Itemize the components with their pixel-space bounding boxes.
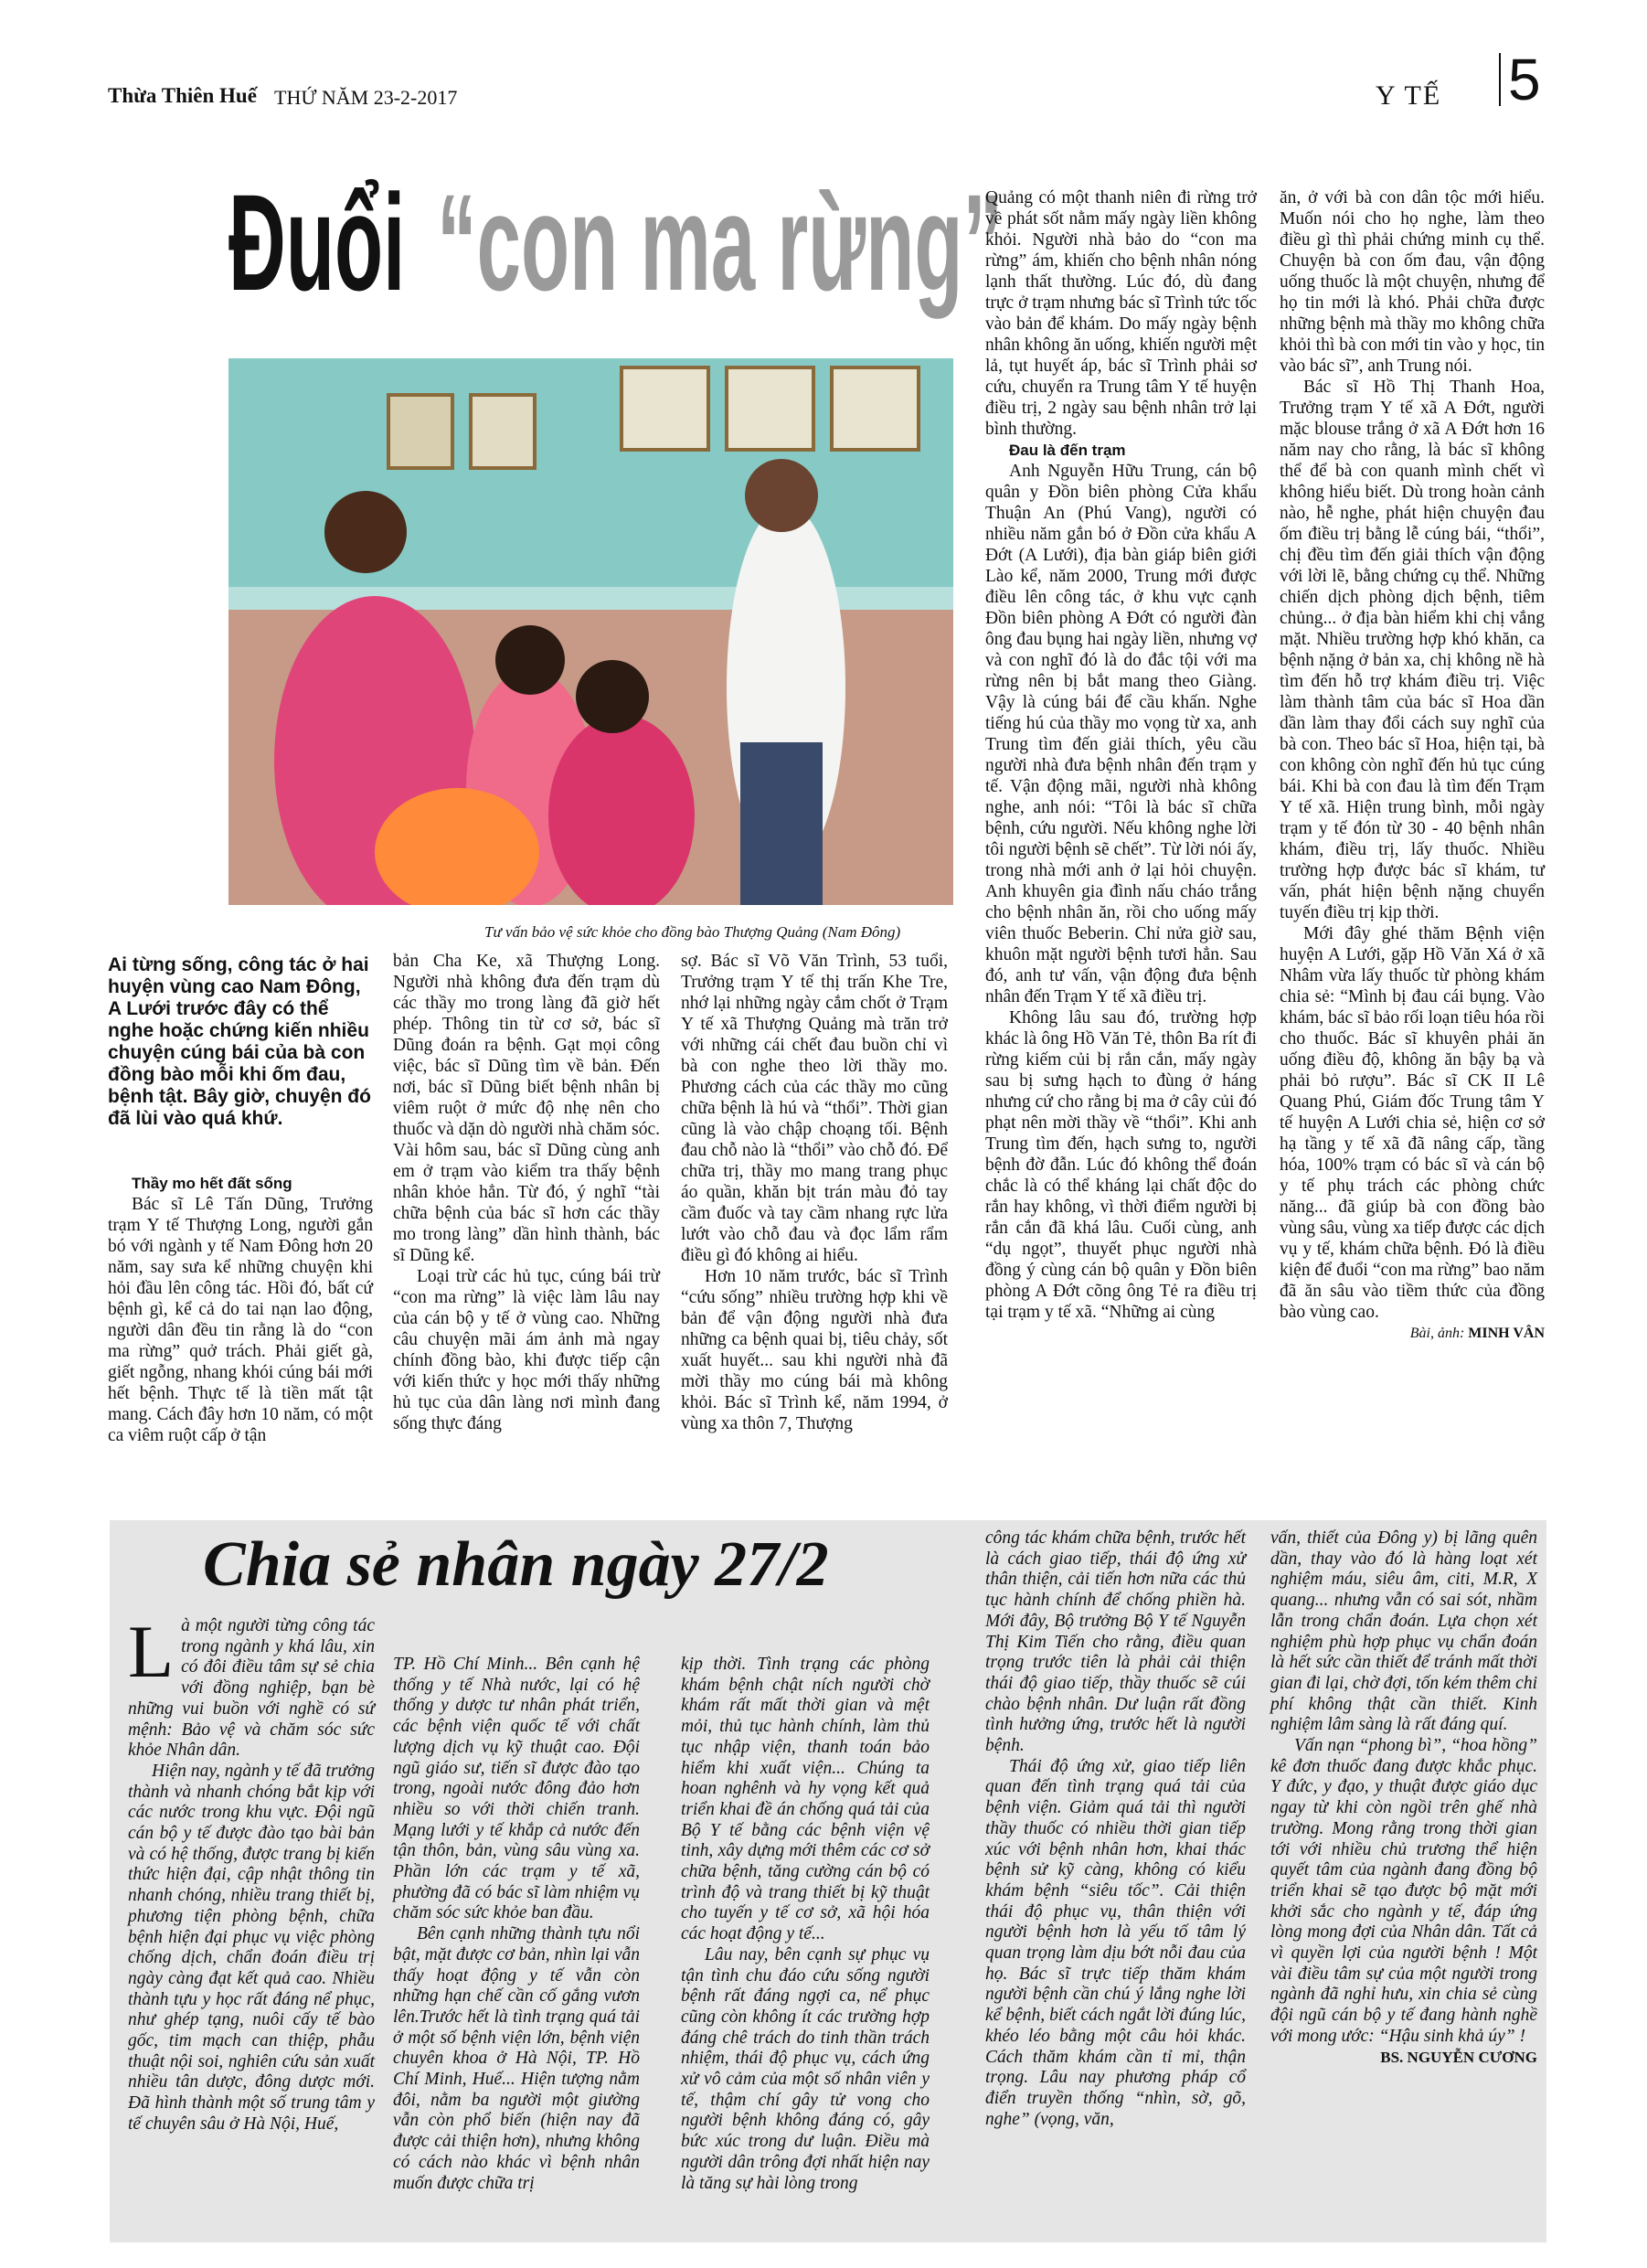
- sidebar-column-2: [393, 1655, 640, 2194]
- paragraph: Mới đây ghé thăm Bệnh viện huyện A Lưới, gặp Hồ Văn Xá ở xã Nhâm vừa lấy thuốc từ phòng khám chia sẻ: “Mình bị đau cái bụng. Vào khám, bác sĩ bảo rối loạn tiêu hóa rồi cho thuốc. Bác sĩ khuyên phải ăn uống điều độ, không ăn bậy bạ và phải bỏ rượu”. Bác sĩ CK II Lê Quang Phú, Giám đốc Trung tâm Y tế huyện A Lưới chia sẻ, hiện cơ sở hạ tầng y tế xã đã nâng cấp, tầng hóa, 100% trạm có bác sĩ và cán bộ y tế phụ trách các phòng chức năng... đã giúp bà con đồng bào vùng sâu, vùng xa tiếp được các dịch vụ y tế, khám chữa bệnh. Đó là điều kiện để đuổi “con ma rừng” bao năm đã ăn sâu vào tiềm thức của đồng bào vùng cao.: [1280, 924, 1545, 1322]
- paragraph: Bác sĩ Hồ Thị Thanh Hoa, Trưởng trạm Y tế xã A Đớt, người mặc blouse trắng ở xã A Đớt hơn 16 năm nay cho rằng, là bác sĩ không thể để bà con quanh mình chết vì không hiểu biết. Dù trong hoàn cảnh nào, hễ nghe, phát hiện chuyện đau ốm điều trị bằng lễ cúng bái, “thổi”, chị đều tìm đến giải thích vận động với lời lẽ, bằng chứng cụ thể. Những chiến dịch phòng dịch bệnh, tiêm chủng... ở địa bàn hiểm khi chị vắng mặt. Nhiều trường hợp khó khăn, ca bệnh nặng ở bản xa, chị không nề hà tìm đến hỗ trợ khám điều trị. Việc làm thành tâm của bác sĩ Hoa dần dần làm thay đổi cách suy nghĩ của bà con. Theo bác sĩ Hoa, hiện tại, bà con không còn nghĩ đến hủ tục cúng bái. Khi bà con đau là tìm đến Trạm Y tế xã. Hiện trung bình, mỗi ngày trạm y tế đón từ 30 - 40 bệnh nhân khám, điều trị, lấy thuốc. Nhiều trường hợp được bác sĩ khám, tư vấn, phát hiện bệnh nặng chuyển tuyến điều trị kịp thời.: [1280, 378, 1545, 922]
- paragraph: kịp thời. Tình trạng các phòng khám bệnh chật ních người chờ khám rất mất thời gian và mệt mỏi, thủ tục hành chính, làm thủ tục nhập viện, thanh toán bảo hiểm khi xuất viện... Chúng ta hoan nghênh và hy vọng kết quả triển khai đề án chống quá tải của Bộ Y tế bằng các bệnh viện vệ tinh, xây dựng mới thêm các cơ sở chữa bệnh, tăng cường cán bộ có trình độ và trang thiết bị kỹ thuật cho tuyến y tế cơ sở, xã hội hóa các hoạt động y tế...: [681, 1655, 930, 1944]
- article-lead: Ai từng sống, công tác ở hai huyện vùng cao Nam Đông, A Lưới trước đây có thể nghe hoặc chứng kiến nhiều chuyện cúng bái của bà con đồng bào mỗi khi ốm đau, bệnh tật. Bây giờ, chuyện đó đã lùi vào quá khứ.: [108, 954, 371, 1129]
- paragraph: Lâu nay, bên cạnh sự phục vụ tận tình chu đáo cứu sống người bệnh rất đáng ngợi ca, nể phục cũng còn không ít các trường hợp đáng chê trách do tinh thần trách nhiệm, thái độ phục vụ, cách ứng xử vô cảm của một số nhân viên y tế, thậm chí gây tử vong cho người bệnh không đáng có, gây bức xúc trong dư luận. Điều mà người dân trông đợi nhất hiện nay là tăng sự hài lòng trong: [681, 1944, 930, 2193]
- paragraph: ăn, ở với bà con dân tộc mới hiểu. Muốn nói cho họ nghe, làm theo điều gì thì phải chứng minh cụ thể. Chuyện bà con ốm đau, vận động uống thuốc là một chuyện, nhưng để họ tin mới là khó. Phải chữa được những bệnh mà thầy mo không chữa khỏi thì bà con mới tin vào y học, tin vào bác sĩ”, anh Trung nói.: [1280, 188, 1545, 376]
- paragraph: Vấn nạn “phong bì”, “hoa hồng” kê đơn thuốc đang được khắc phục. Y đức, y đạo, y thuật được giáo dục ngay từ khi còn ngồi trên ghế nhà trường. Mong rằng trong thời gian tới với nhiều chủ trương thể hiện quyết tâm của ngành đang đồng bộ triển khai sẽ tạo được bộ mặt mới khởi sắc cho ngành y tế, đáp ứng lòng mong đợi của Nhân dân. Tất cả vì quyền lợi của người bệnh ! Một vài điều tâm sự của một người trong ngành đã nghỉ hưu, xin chia sẻ cùng đội ngũ cán bộ y tế đang hành nghề với mong ước: “Hậu sinh khả úy” !: [1270, 1736, 1537, 2046]
- photo-caption: Tư vấn bảo vệ sức khỏe cho đồng bào Thượng Quảng (Nam Đông): [484, 923, 901, 941]
- sidebar-column-1: [128, 1610, 375, 2135]
- paragraph: Anh Nguyễn Hữu Trung, cán bộ quân y Đồn biên phòng Cửa khẩu Thuận An (Phú Vang), người có nhiều năm gắn bó ở Đồn cửa khẩu A Đớt (A Lưới), địa bàn giáp biên giới Lào kể, năm 2000, Trung mới được điều lên công tác, ở khu vực cạnh Đồn biên phòng A Đớt có người đàn ông đau bụng hai ngày liền, nhưng vợ và con nghĩ đó là do đắc tội với ma rừng nên bị bắt mang theo Giàng. Vậy là cúng bái để cầu khấn. Nghe tiếng hú của thầy mo vọng từ xa, anh Trung tìm đến giải thích, yêu cầu người nhà đưa bệnh nhân đến trạm y tế. Vận động mãi, người nhà không nghe, anh nói: “Tôi là bác sĩ chữa bệnh, cứu người. Nếu không nghe lời tôi người bệnh sẽ chết”. Từ lời nói ấy, trong nhà mới anh ở lại hỏi chuyện. Anh khuyên gia đình nấu cháo trắng cho bệnh nhân ăn, rồi cho uống mấy viên thuốc Beberin. Chỉ nửa giờ sau, khuôn mặt người bệnh tươi hẳn. Sau đó, anh tư vấn, vận động đưa bệnh nhân đến Trạm Y tế xã điều trị.: [985, 462, 1257, 1006]
- subheading: Đau là đến trạm: [1009, 442, 1126, 459]
- page-number: 5: [1508, 47, 1541, 112]
- subheading: Thầy mo hết đất sống: [132, 1175, 292, 1192]
- issue-date: THỨ NĂM 23-2-2017: [274, 86, 458, 109]
- paragraph: Bác sĩ Lê Tấn Dũng, Trưởng trạm Y tế Thượng Long, người gắn bó với ngành y tế Nam Đông hơn 20 năm, say sưa kể những chuyện khi hỏi đầu lên công tác. Hồi đó, bất cứ bệnh gì, kể cả do tai nạn lao động, người dân đều tin rằng là do “con ma rừng” quở trách. Phải giết gà, giết ngỗng, nhang khói cúng bái mới hết bệnh. Thực tế là tiền mất tật mang. Cách đây hơn 10 năm, có một ca viêm ruột cấp ở tận: [108, 1195, 373, 1445]
- paragraph: bản Cha Ke, xã Thượng Long. Người nhà không đưa đến trạm dù các thầy mo trong làng đã giờ hết phép. Thông tin từ cơ sở, bác sĩ Dũng đoán ra bệnh. Gạt mọi công việc, bác sĩ Dũng tìm về bản. Đến nơi, bác sĩ Dũng biết bệnh nhân bị viêm ruột ở mức độ nhẹ nên cho thuốc và dặn dò người nhà chăm sóc. Vài hôm sau, bác sĩ Dũng cùng anh em ở trạm vào kiểm tra thấy bệnh nhân khỏe hẳn. Từ đó, ý nghĩ “tài chữa bệnh của bác sĩ hơn các thầy mo trong làng” dần hình thành, bác sĩ Dũng kể.: [393, 952, 660, 1265]
- sidebar-column-5: [1270, 1528, 1537, 2068]
- title-part-2: “con ma rừng”: [437, 165, 1003, 319]
- photo-illustration: [228, 358, 953, 905]
- header-divider: [1499, 53, 1501, 106]
- paragraph: [128, 1610, 375, 1762]
- byline-name: MINH VÂN: [1468, 1326, 1545, 1341]
- paragraph: Bên cạnh những thành tựu nổi bật, mặt được cơ bản, nhìn lại vẫn thấy hoạt động y tế vẫn còn những hạn chế cần cố gắng vươn lên.Trước hết là tình trạng quá tải ở một số bệnh viện lớn, bệnh viện chuyên khoa ở Hà Nội, TP. Hồ Chí Minh, Huế... Hiện tượng nằm đôi, nằm ba người một giường vẫn còn phổ biến (hiện nay đã được cải thiện hơn), nhưng không có cách nào khác vì bệnh nhân muốn được chữa trị: [393, 1924, 640, 2193]
- sidebar-signature: BS. NGUYỄN CƯƠNG: [1380, 2048, 1537, 2066]
- article-column-3: [681, 951, 948, 1434]
- article-column-4: [985, 187, 1257, 1323]
- paragraph-text: à một người từng công tác trong ngành y khá lâu, xin có đôi điều tâm sự sẻ chia với đồng nghiệp, bạn bè những vui buồn với nghề có sứ mệnh: Bảo vệ và chăm sóc sức khỏe Nhân dân.: [128, 1616, 375, 1761]
- paragraph: Không lâu sau đó, trường hợp khác là ông Hồ Văn Tẻ, thôn Ba rít đi rừng kiếm củi bị rắn cắn, mấy ngày sau bị sưng hạch to đùng ở háng nhưng cứ cho rằng bị ma ở cây củi đó phạt nên mời thầy về “thổi”. Khi anh Trung tìm đến, hạch sưng to, người bệnh đờ đẫn. Lúc đó không thể đoán chắc là có thể kháng lại chất độc do rắn hay không, vì thời điểm người bị rắn cắn đã khá lâu. Cuối cùng, anh “dụ ngọt”, thuyết phục người nhà đồng ý cùng cán bộ quân y Đồn biên phòng A Đớt cõng ông Tẻ ra điều trị tại trạm y tế xã. “Những ai cùng: [985, 1008, 1257, 1322]
- paragraph: Thái độ ứng xử, giao tiếp liên quan đến tình trạng quá tải của bệnh viện. Giảm quá tải thì người thầy thuốc có nhiều thời gian tiếp xúc với bệnh nhân hơn, khai thác bệnh sử kỹ càng, không có kiểu khám bệnh “siêu tốc”. Cải thiện thái độ phục vụ, thân thiện với người bệnh hơn là yếu tố tâm lý quan trọng làm dịu bớt nỗi đau của họ. Bác sĩ trực tiếp thăm khám người bệnh cần chú ý lắng nghe lời kể bệnh, biết cách ngắt lời đúng lúc, khéo léo bằng một câu hỏi khác. Cách thăm khám cần tỉ mỉ, thận trọng. Lâu nay phương pháp cổ điển truyền thống “nhìn, sờ, gõ, nghe” (vọng, văn,: [985, 1756, 1246, 2129]
- paragraph: Quảng có một thanh niên đi rừng trở về phát sốt nằm mấy ngày liền không khỏi. Người nhà bảo do “con ma rừng” ám, khiến cho bệnh nhân nóng lạnh thất thường. Lúc đó, dù đang trực ở trạm nhưng bác sĩ Trình tức tốc vào bản để khám. Do mấy ngày bệnh nhân không ăn uống, khiến người mệt lả, tụt huyết áp, bác sĩ Trình phải sơ cứu, chuyển ra Trung tâm Y tế huyện điều trị, 2 ngày sau bệnh nhân trở lại bình thường.: [985, 188, 1257, 439]
- paragraph: Loại trừ các hủ tục, cúng bái trừ “con ma rừng” là việc làm lâu nay của cán bộ y tế ở vùng cao. Những câu chuyện mãi ám ảnh mà ngay chính đồng bào, khi được tiếp cận với kiến thức y học mới thấy những hủ tục của dân làng nơi mình đang sống thực đáng: [393, 1267, 660, 1433]
- byline: [1280, 1323, 1545, 1344]
- title-part-1: Đuổi: [228, 165, 406, 319]
- paragraph: sợ. Bác sĩ Võ Văn Trình, 53 tuổi, Trưởng trạm Y tế thị trấn Khe Tre, nhớ lại những ngày cắm chốt ở Trạm Y tế xã Thượng Quảng mà trăn trở với những cái chết đau buồn chỉ vì bà con nghe theo lời thầy mo. Phương cách của các thầy mo cũng chữa bệnh là hú và “thổi”. Thời gian cũng là vào chập choạng tối. Bệnh đau chỗ nào là “thổi” vào chỗ đó. Để chữa trị, thầy mo mang trang phục áo quần, khăn bịt trán màu đỏ tay cầm đuốc và tay cầm nhang rực lửa lướt vào chỗ đau và đọc lẩm rẩm điều gì đó không ai hiểu.: [681, 952, 948, 1265]
- sidebar-column-4: [985, 1528, 1246, 2130]
- drop-cap: L: [128, 1610, 175, 1693]
- sidebar-column-3: [681, 1655, 930, 2194]
- section-label: Y TẾ: [1376, 80, 1442, 111]
- article-title: [228, 161, 1003, 324]
- paragraph: Hơn 10 năm trước, bác sĩ Trình “cứu sống” nhiều trường hợp khi về bản để vận động người nhà đưa những ca bệnh quai bị, tiêu chảy, sốt xuất huyết... sau khi người nhà đã mời thầy mo cúng bái mà không khỏi. Bác sĩ Trình kể, năm 1994, ở vùng xa thôn 7, Thượng: [681, 1267, 948, 1433]
- sidebar-title: Chia sẻ nhân ngày 27/2: [203, 1529, 829, 1600]
- byline-label: Bài, ảnh:: [1409, 1326, 1465, 1341]
- article-column-5: [1280, 187, 1545, 1344]
- article-column-2: [393, 951, 660, 1434]
- paragraph: vấn, thiết của Đông y) bị lãng quên dần, thay vào đó là hàng loạt xét nghiệm máu, siêu âm, citi, M.R, X quang... nhưng vẫn có sai sót, nhầm lẫn trong chẩn đoán. Lựa chọn xét nghiệm phù hợp phục vụ chẩn đoán là hết sức cần thiết để tránh mất thời gian đi lại, chờ đợi, tốn kém thêm chi phí không thật cần thiết. Kinh nghiệm lâm sàng là rất đáng quí.: [1270, 1528, 1537, 1735]
- paragraph: TP. Hồ Chí Minh... Bên cạnh hệ thống y tế Nhà nước, lại có hệ thống y dược tư nhân phát triển, các bệnh viện quốc tế với chất lượng dịch vụ kỹ thuật cao. Đội ngũ giáo sư, tiến sĩ được đào tạo trong, ngoài nước đông đảo hơn nhiều so với thời chiến tranh. Mạng lưới y tế khắp cả nước đến tận thôn, bản, vùng sâu vùng xa. Phần lớn các trạm y tế xã, phường đã có bác sĩ làm nhiệm vụ chăm sóc sức khỏe ban đầu.: [393, 1655, 640, 1923]
- article-photo: [228, 358, 953, 905]
- paragraph: Hiện nay, ngành y tế đã trưởng thành và nhanh chóng bắt kịp với các nước trong khu vực. Đội ngũ cán bộ y tế được đào tạo bài bản và có hệ thống, được trang bị kiến thức hiện đại, cập nhật thông tin nhanh chóng, nhiều trang thiết bị, phương tiện phòng bệnh, chữa bệnh hiện đại phục vụ việc phòng chống dịch, chẩn đoán điều trị ngày càng đạt kết quả cao. Nhiều thành tựu y học rất đáng nể phục, như ghép tạng, nuôi cấy tế bào gốc, tim mạch can thiệp, phẫu thuật nội soi, nghiên cứu sản xuất nhiều tân dược, đông dược mới. Đã hình thành một số trung tâm y tế chuyên sâu ở Hà Nội, Huế,: [128, 1761, 375, 2134]
- paragraph: công tác khám chữa bệnh, trước hết là cách giao tiếp, thái độ ứng xử thân thiện, cải tiến hơn nữa các thủ tục hành chính để chống phiền hà. Mới đây, Bộ trưởng Bộ Y tế Nguyễn Thị Kim Tiến cho rằng, điều quan trọng trước tiên là phải cải thiện thái độ giao tiếp, thầy thuốc sẽ cúi chào bệnh nhân. Dư luận rất đồng tình hưởng ứng, trước hết là người bệnh.: [985, 1528, 1246, 1756]
- publication-name: Thừa Thiên Huế: [108, 84, 257, 107]
- article-column-1: [108, 1173, 373, 1446]
